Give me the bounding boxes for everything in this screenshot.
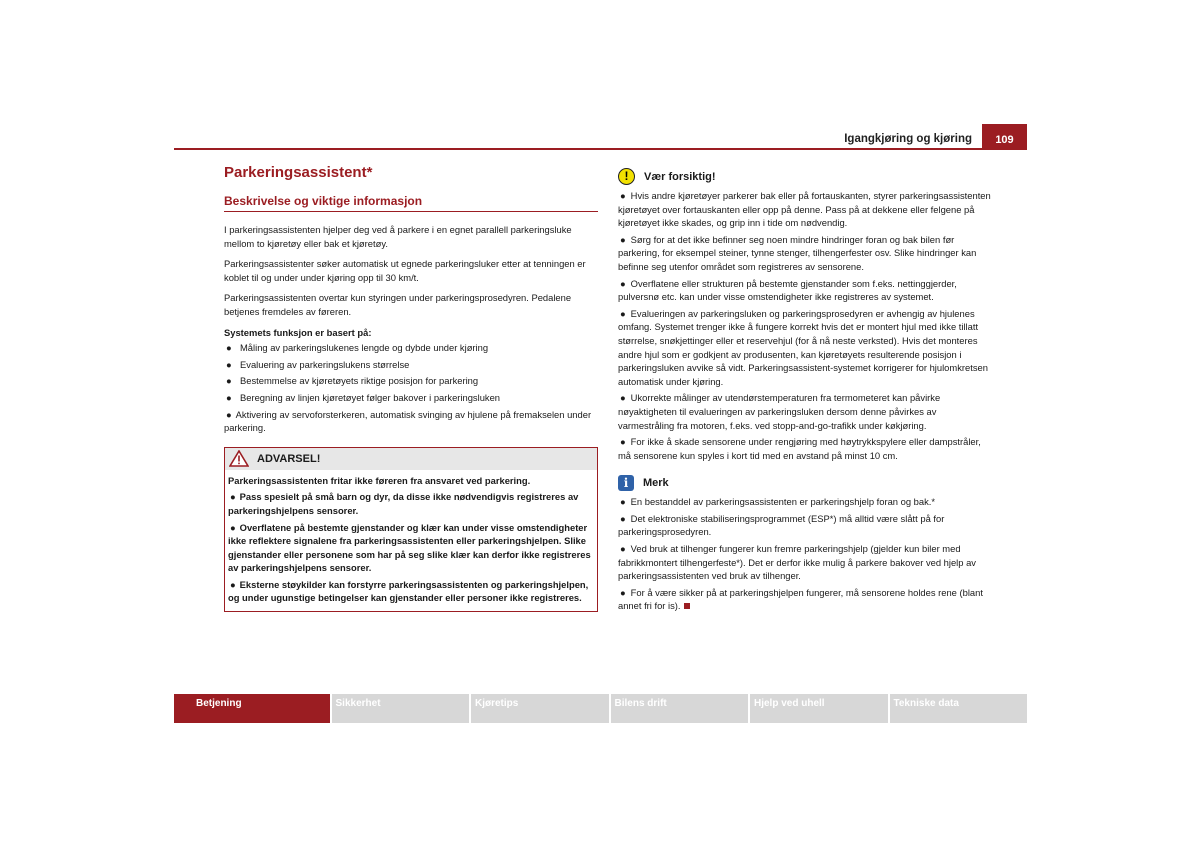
note-item: ● Det elektroniske stabiliseringsprogrammet (ESP*) må alltid være slått på for parkeringsprosedyren.: [618, 512, 945, 538]
warning-box: [224, 447, 598, 612]
tab-sikkerhet[interactable]: Sikkerhet: [332, 694, 470, 723]
functions-label: Systemets funksjon er basert på:: [224, 326, 372, 338]
bullet-icon: ●: [620, 233, 626, 245]
note-title: Merk: [643, 477, 669, 490]
caution-item: ● Sørg for at det ikke befinner seg noen mindre hindringer foran og bak bilen før parkering, for eksempel steiner, tynne stenger, tilhengerfester osv. Slike hindringer kan befinne seg utenfor området som registreres av sensorene.: [618, 233, 977, 272]
right-column: [618, 168, 993, 616]
search-paragraph: Parkeringsassistenter søker automatisk ut egnede parkeringsluker etter at tenningen er koblet til og under under kjøring opp til 30 km/t.: [224, 258, 586, 283]
bullet-icon: ●: [226, 408, 232, 420]
end-of-section-icon: [684, 603, 690, 609]
note-item: ● Ved bruk at tilhenger fungerer kun fremre parkeringshjelp (gjelder kun biler med fabrikkmontert tilhengerfeste*). Det er derfor ikke mulig å parkere bakover ved hjelp av parkeringsassistenten ved bruk av tilhenger.: [618, 543, 976, 582]
bullet-icon: ●: [226, 391, 232, 403]
bullet-icon: ●: [230, 521, 236, 533]
caution-title: Vær forsiktig!: [644, 170, 716, 183]
note-header: [618, 475, 993, 491]
function-item: ● Aktivering av servoforsterkeren, automatisk svinging av hjulene på fremakselen under parkering.: [224, 408, 592, 434]
caution-header: [618, 168, 993, 185]
warning-intro: Parkeringsassistenten fritar ikke føreren fra ansvaret ved parkering.: [228, 474, 531, 486]
sub-title: Beskrivelse og viktige informasjon: [224, 194, 598, 212]
warning-item: ● Eksterne støykilder kan forstyrre parkeringsassistenten og parkeringshjelpen, og under ugunstige betingelser kan gjenstander eller personer ikke registreres.: [228, 578, 589, 604]
bullet-icon: ●: [620, 543, 626, 555]
bullet-icon: ●: [620, 392, 626, 404]
bullet-icon: ●: [620, 436, 626, 448]
caution-section: [618, 168, 993, 462]
bullet-icon: ●: [620, 512, 626, 524]
bullet-icon: ●: [620, 307, 626, 319]
tab-hjelp-ved-uhell[interactable]: Hjelp ved uhell: [750, 694, 888, 723]
note-item: ● For å være sikker på at parkeringshjelpen fungerer, må sensorene holdes rene (blant annet fri for is).: [618, 586, 983, 612]
function-item: ● Beregning av linjen kjøretøyet følger bakover i parkeringsluken: [226, 391, 501, 403]
section-title: Parkeringsassistent*: [224, 164, 373, 181]
caution-item: ● Ukorrekte målinger av utendørstemperaturen fra termometeret kan påvirke nøyaktigheten til evalueringen av parkeringsluken dersom denne påvirkes av varmestråling fra motoren, f.eks. ved stopp-and-go-trafikk under køkjøring.: [618, 392, 941, 431]
warning-item: ● Overflatene på bestemte gjenstander og klær kan under visse omstendigheter ikke reflektere signalene fra parkeringsassistenten eller parkeringshjelpen. Slike gjenstander eller personene som har på seg slike klær kan derfor ikke registreres av parkeringshjelpens sensorer.: [228, 521, 591, 574]
warning-title: ADVARSEL!: [257, 452, 321, 465]
note-section: [618, 475, 993, 613]
info-icon: i: [618, 475, 634, 491]
tab-kjoretips[interactable]: Kjøretips: [471, 694, 609, 723]
function-item: ● Måling av parkeringslukenes lengde og dybde under kjøring: [226, 342, 489, 354]
bullet-icon: ●: [230, 491, 236, 503]
function-item: ● Evaluering av parkeringslukens størrelse: [226, 358, 410, 370]
intro-paragraph: I parkeringsassistenten hjelper deg ved å parkere i en egnet parallell parkeringsluke mellom to kjøretøy eller bak et kjøretøy.: [224, 224, 572, 249]
steering-paragraph: Parkeringsassistenten overtar kun styringen under parkeringsprosedyren. Pedalene betjenes fremdeles av føreren.: [224, 292, 572, 317]
warning-header: [225, 448, 597, 470]
page-number: 109: [982, 124, 1027, 148]
bullet-icon: ●: [620, 496, 626, 508]
bullet-icon: ●: [226, 375, 232, 387]
caution-item: ● For ikke å skade sensorene under rengjøring med høytrykkspylere eller dampstråler, må sensorene kun spyles i kort tid med en avstand på minst 10 cm.: [618, 436, 981, 461]
warning-body: [225, 470, 597, 611]
note-item: ● En bestanddel av parkeringsassistenten er parkeringshjelp foran og bak.*: [620, 496, 936, 508]
bullet-icon: ●: [620, 190, 626, 201]
bullet-icon: ●: [226, 358, 232, 370]
warning-item: ● Pass spesielt på små barn og dyr, da disse ikke nødvendigvis registreres av parkeringshjelpens sensorer.: [228, 491, 579, 516]
warning-triangle-icon: [229, 450, 249, 467]
exclamation-circle-icon: !: [618, 168, 635, 185]
bullet-icon: ●: [620, 586, 626, 598]
bullet-icon: ●: [226, 342, 232, 354]
tab-betjening[interactable]: Betjening: [174, 694, 330, 723]
tab-bilens-drift[interactable]: Bilens drift: [611, 694, 749, 723]
caution-item: ● Hvis andre kjøretøyer parkerer bak eller på fortauskanten, styrer parkeringsassistenten kjøretøyet over fortauskanten eller opp på denne. Pass på at dekkene eller felgene på kjøretøyet ikke skades, og grip inn i tide om nødvendig.: [618, 190, 991, 229]
tab-tekniske-data[interactable]: Tekniske data: [890, 694, 1028, 723]
caution-item: ● Evalueringen av parkeringsluken og parkeringsprosedyren er avhengig av hjulenes omfang. Systemet trenger ikke å fungere korrekt hvis det er montert hjul med ikke tillatt størrelse, snøkjettinger eller et reservehjul (for å nå neste verksted). Hvis det monteres andre hjul som er godkjent av produsenten, kan kjøretøyets resulterende posisjon i parkeringsluken avvike så vidt. Parkeringsassistent-systemet korrigerer for hjulomkretsen automatisk under kjøring.: [618, 307, 988, 387]
bullet-icon: ●: [230, 578, 236, 590]
left-column: [224, 164, 598, 612]
header-rule: [174, 148, 1027, 150]
chapter-nav: [174, 694, 1027, 723]
function-item: ● Bestemmelse av kjøretøyets riktige posisjon for parkering: [226, 375, 479, 387]
running-header-title: Igangkjøring og kjøring: [844, 133, 972, 145]
bullet-icon: ●: [620, 277, 626, 289]
caution-item: ● Overflatene eller strukturen på bestemte gjenstander som f.eks. nettinggjerder, pulversnø etc. kan under visse omstendigheter ikke registreres av systemet.: [618, 277, 957, 303]
